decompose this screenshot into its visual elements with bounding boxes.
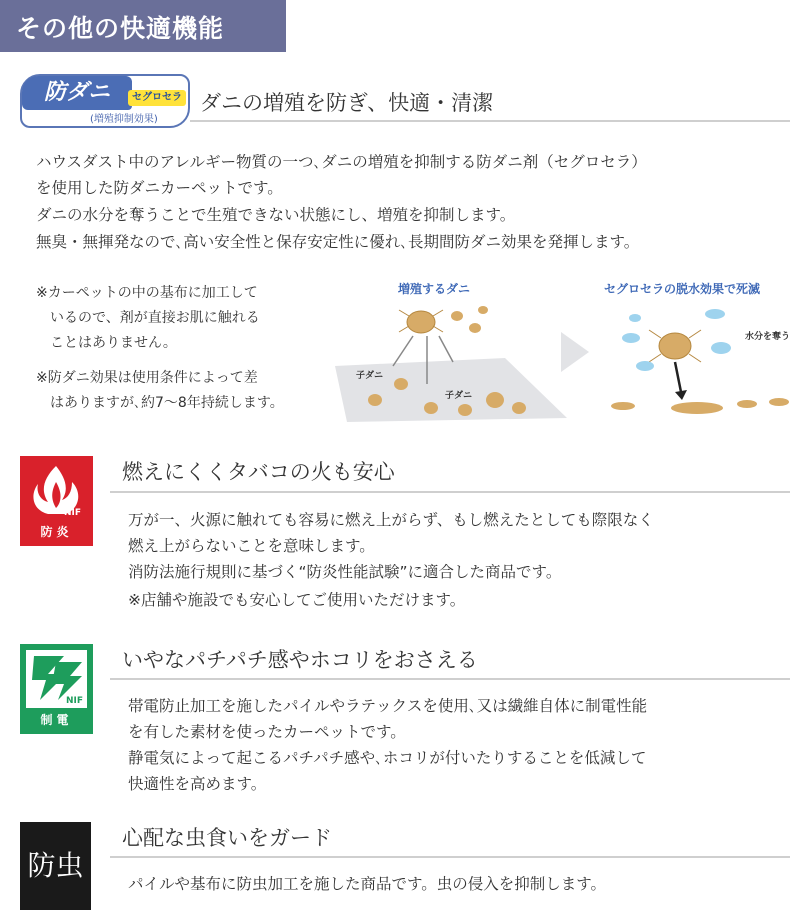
insect-heading: 心配な虫食いをガード	[122, 826, 332, 850]
section-banner	[0, 0, 286, 52]
moisture-label: 水分を奪う	[745, 332, 791, 342]
insect-body-line: パイルや基布に防虫加工を施した商品です。虫の侵入を抑制します。	[128, 875, 607, 893]
nif-mark: NIF	[64, 508, 82, 518]
child-mite-label: 子ダニ	[445, 391, 473, 401]
badge-sub-label: セグロセラ	[128, 90, 186, 106]
mite-note-line: いるので、剤が直接お肌に触れる	[36, 310, 260, 326]
fire-body-line: 万が一、火源に触れても容易に燃え上がらず、もし燃えたとしても際限なく	[128, 511, 654, 529]
child-mite-label: 子ダニ	[356, 371, 384, 381]
static-heading-rule	[110, 678, 790, 680]
fire-retardant-icon	[20, 456, 93, 546]
mite-icon	[451, 306, 488, 333]
dead-mite-icon	[611, 398, 789, 414]
diagram-left-title: 増殖するダニ	[398, 282, 471, 296]
mite-note-line: ※カーペットの中の基布に加工して	[36, 285, 258, 301]
anti-static-icon	[20, 644, 93, 734]
banner-title: その他の快適機能	[16, 14, 225, 43]
insect-proof-icon: 防虫	[20, 822, 91, 910]
static-body-line: 静電気によって起こるパチパチ感や､ホコリが付いたりすることを低減して	[128, 749, 647, 767]
fire-heading: 燃えにくくタバコの火も安心	[122, 460, 395, 484]
mite-icon	[399, 310, 443, 333]
badge-main-label: 防ダニ	[22, 76, 132, 110]
mite-note-line: はありますが､約7～8年持続します。	[36, 395, 284, 411]
fire-heading-rule	[110, 491, 790, 493]
static-heading: いやなパチパチ感やホコリをおさえる	[122, 648, 478, 672]
anti-mite-badge	[20, 74, 190, 128]
next-arrow-icon	[561, 332, 589, 372]
mite-note-line: ※防ダニ効果は使用条件によって差	[36, 370, 258, 386]
nif-mark: NIF	[66, 696, 84, 706]
mite-icon	[649, 330, 701, 362]
static-body-line: 帯電防止加工を施したパイルやラテックスを使用､又は繊維自体に制電性能	[128, 697, 648, 715]
mite-body-line: 無臭・無揮発なので､高い安全性と保存安定性に優れ､長期間防ダニ効果を発揮します。	[36, 233, 640, 251]
fire-body-line: 消防法施行規則に基づく“防炎性能試験”に適合した商品です。	[128, 563, 562, 581]
badge-note: (増殖抑制効果)	[90, 114, 158, 125]
diagram-right-title: セグロセラの脱水効果で死滅	[604, 282, 761, 296]
mite-note-line: ことはありません。	[36, 335, 177, 351]
mite-diagram-illustration	[335, 296, 795, 426]
fire-icon-label: 防炎	[40, 525, 73, 539]
fire-body-line: 燃え上がらないことを意味します。	[128, 537, 375, 555]
mite-body-line: ダニの水分を奪うことで生殖できない状態にし、増殖を抑制します。	[36, 206, 516, 224]
static-body-line: 快適性を高めます。	[128, 775, 267, 793]
arrow-down-icon	[675, 362, 681, 392]
mite-body-line: ハウスダスト中のアレルギー物質の一つ､ダニの増殖を抑制する防ダニ剤（セグロセラ）	[36, 153, 647, 171]
static-icon-label: 制電	[40, 713, 73, 727]
mite-body-line: を使用した防ダニカーペットです。	[36, 179, 283, 197]
fire-body-line: ※店舗や施設でも安心してご使用いただけます。	[128, 591, 466, 609]
mite-heading-rule	[190, 120, 790, 122]
static-body-line: を有した素材を使ったカーペットです。	[128, 723, 406, 741]
insect-heading-rule	[110, 856, 790, 858]
mite-heading: ダニの増殖を防ぎ、快適・清潔	[200, 91, 494, 115]
